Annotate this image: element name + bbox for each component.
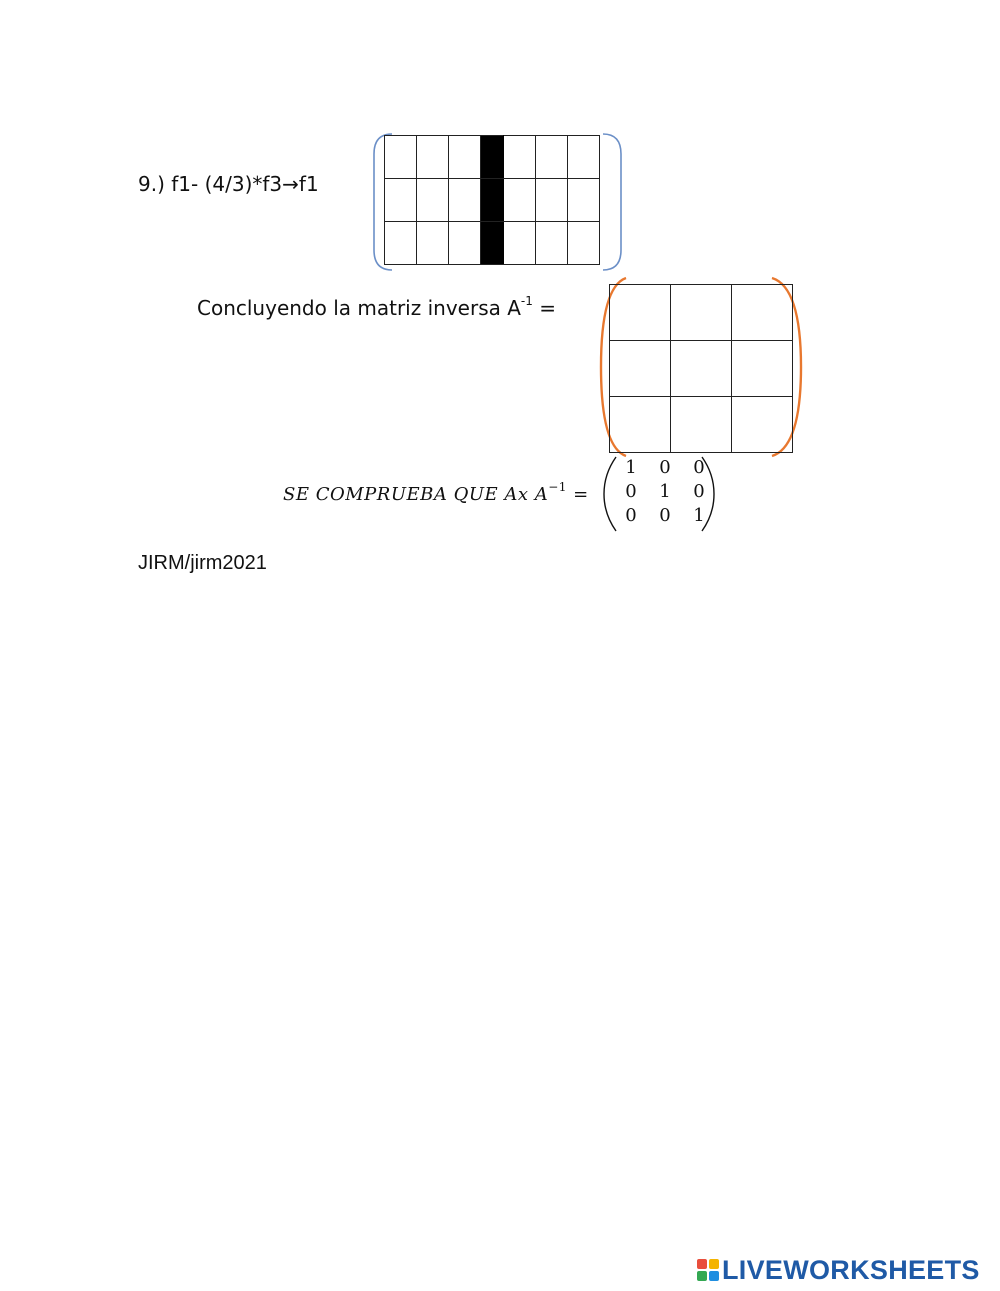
augmented-separator-bar (481, 222, 504, 265)
identity-matrix (600, 454, 718, 534)
inverse-matrix-grid (609, 284, 793, 453)
aug-cell[interactable] (449, 222, 481, 265)
liveworksheets-logo-icon (697, 1259, 719, 1281)
inv-cell[interactable] (610, 341, 671, 397)
inv-cell[interactable] (671, 397, 732, 453)
aug-cell[interactable] (417, 179, 449, 222)
aug-cell[interactable] (417, 136, 449, 179)
inverse-row-2 (610, 341, 793, 397)
verification-text (283, 482, 589, 505)
conclusion-prefix: Concluyendo la matriz inversa A (197, 296, 521, 320)
aug-cell[interactable] (449, 179, 481, 222)
augmented-separator-bar (481, 136, 504, 179)
aug-cell[interactable] (449, 136, 481, 179)
augmented-row-2 (385, 179, 600, 222)
identity-row-3 (614, 504, 716, 528)
aug-cell[interactable] (385, 222, 417, 265)
inv-cell[interactable] (610, 285, 671, 341)
identity-cell: 1 (625, 457, 637, 478)
augmented-row-1 (385, 136, 600, 179)
author-signature: JIRM/jirm2021 (138, 552, 267, 574)
identity-cell: 0 (693, 457, 705, 478)
aug-cell[interactable] (417, 222, 449, 265)
aug-cell[interactable] (504, 179, 536, 222)
aug-cell[interactable] (568, 179, 600, 222)
identity-matrix-grid (614, 456, 716, 528)
right-bracket (603, 134, 621, 270)
identity-cell: 0 (659, 457, 671, 478)
aug-cell[interactable] (504, 136, 536, 179)
identity-cell: 1 (659, 481, 671, 502)
augmented-separator-bar (481, 179, 504, 222)
identity-row-2 (614, 480, 716, 504)
liveworksheets-logo[interactable] (697, 1255, 980, 1285)
augmented-row-3 (385, 222, 600, 265)
aug-cell[interactable] (385, 136, 417, 179)
aug-cell[interactable] (385, 179, 417, 222)
aug-cell[interactable] (504, 222, 536, 265)
identity-cell: 0 (659, 505, 671, 526)
conclusion-superscript: -1 (520, 294, 533, 309)
conclusion-suffix: = (532, 296, 556, 320)
aug-cell[interactable] (536, 136, 568, 179)
inv-cell[interactable] (732, 341, 793, 397)
inv-cell[interactable] (732, 397, 793, 453)
inv-cell[interactable] (732, 285, 793, 341)
inv-cell[interactable] (671, 285, 732, 341)
conclusion-text (197, 296, 556, 320)
verification-suffix: = (566, 484, 589, 505)
identity-cell: 1 (693, 505, 705, 526)
augmented-matrix (370, 132, 625, 272)
aug-cell[interactable] (568, 222, 600, 265)
verification-prefix: SE COMPRUEBA QUE Ax A (283, 484, 549, 505)
aug-cell[interactable] (536, 222, 568, 265)
inv-cell[interactable] (610, 397, 671, 453)
identity-cell: 0 (625, 505, 637, 526)
inv-cell[interactable] (671, 341, 732, 397)
inverse-matrix (596, 275, 808, 460)
liveworksheets-logo-text: LIVEWORKSHEETS (722, 1255, 980, 1285)
augmented-matrix-grid (384, 135, 600, 265)
identity-cell: 0 (693, 481, 705, 502)
step-9-label: 9.) f1- (4/3)*f3→f1 (138, 172, 319, 196)
identity-row-1 (614, 456, 716, 480)
aug-cell[interactable] (568, 136, 600, 179)
inverse-row-1 (610, 285, 793, 341)
identity-cell: 0 (625, 481, 637, 502)
aug-cell[interactable] (536, 179, 568, 222)
verification-superscript: −1 (548, 480, 567, 494)
inverse-row-3 (610, 397, 793, 453)
